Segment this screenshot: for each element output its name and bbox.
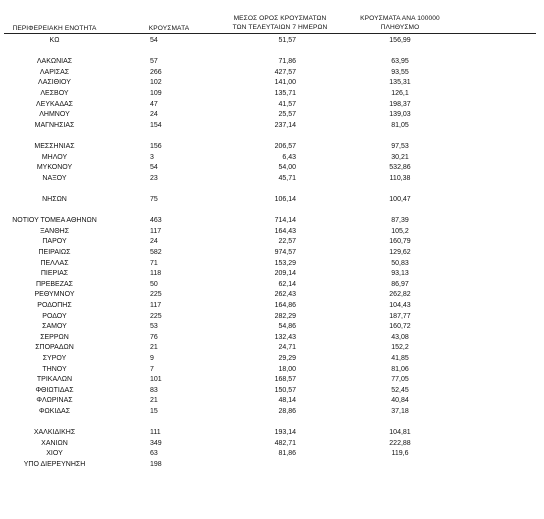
avg-cell: 164,43 bbox=[274, 227, 296, 235]
header-rate-line2: ΠΛΗΘΥΣΜΟ bbox=[380, 24, 420, 31]
cases-cell: 24 bbox=[150, 111, 158, 119]
avg-cell: 206,57 bbox=[274, 143, 296, 150]
cases-cell: 154 bbox=[150, 121, 162, 129]
rate-cell: 152,2 bbox=[391, 344, 409, 352]
table-row bbox=[0, 206, 544, 215]
rate-cell: 198,37 bbox=[389, 100, 411, 108]
table-row bbox=[0, 195, 544, 204]
cases-cell: 53 bbox=[150, 323, 158, 331]
rate-cell: 63,95 bbox=[391, 58, 409, 66]
region-cell: ΛΑΡΙΣΑΣ bbox=[39, 68, 70, 76]
cases-cell: 9 bbox=[150, 355, 154, 362]
table-row bbox=[0, 57, 544, 66]
avg-cell: 54,00 bbox=[278, 164, 296, 172]
cases-cell: 21 bbox=[150, 397, 158, 405]
cases-cell: 15 bbox=[150, 408, 158, 415]
cases-cell: 117 bbox=[150, 227, 162, 235]
region-cell: ΣΑΜΟΥ bbox=[42, 323, 67, 331]
table-row bbox=[0, 460, 544, 469]
region-cell: ΦΛΩΡΙΝΑΣ bbox=[36, 397, 73, 405]
table-row bbox=[0, 248, 544, 257]
rate-cell: 30,21 bbox=[391, 153, 409, 161]
rate-cell: 135,31 bbox=[389, 79, 411, 87]
region-cell: ΝΗΣΩΝ bbox=[42, 196, 67, 203]
rate-cell: 104,81 bbox=[389, 429, 411, 437]
avg-cell: 24,71 bbox=[278, 344, 296, 352]
cases-cell: 3 bbox=[150, 153, 154, 161]
rate-cell: 93,55 bbox=[391, 68, 409, 76]
avg-cell: 29,29 bbox=[278, 355, 296, 362]
rate-cell: 126,1 bbox=[391, 90, 409, 97]
table-row bbox=[0, 36, 544, 45]
table-row bbox=[0, 343, 544, 352]
table-row bbox=[0, 78, 544, 87]
region-cell: ΠΑΡΟΥ bbox=[42, 238, 67, 246]
avg-cell: 25,57 bbox=[278, 111, 296, 119]
region-cell: ΣΠΟΡΑΔΩΝ bbox=[35, 344, 74, 352]
rate-cell: 97,53 bbox=[391, 143, 409, 150]
avg-cell: 51,57 bbox=[278, 37, 296, 44]
region-cell: ΣΕΡΡΩΝ bbox=[40, 333, 69, 341]
header-cases: ΚΡΟΥΣΜΑΤΑ bbox=[148, 25, 190, 32]
avg-cell: 282,29 bbox=[274, 312, 296, 320]
table-row bbox=[0, 142, 544, 151]
avg-cell: 18,00 bbox=[278, 365, 296, 373]
table-row bbox=[0, 290, 544, 299]
avg-cell: 168,57 bbox=[274, 376, 296, 384]
region-cell: ΜΑΓΝΗΣΙΑΣ bbox=[34, 121, 75, 129]
avg-cell: 81,86 bbox=[278, 450, 296, 458]
region-cell: ΧΑΛΚΙΔΙΚΗΣ bbox=[33, 429, 76, 437]
table-row bbox=[0, 386, 544, 395]
cases-cell: 109 bbox=[150, 90, 162, 97]
table-row bbox=[0, 418, 544, 427]
table-row bbox=[0, 174, 544, 183]
region-cell: ΝΑΞΟΥ bbox=[42, 174, 67, 182]
rate-cell: 77,05 bbox=[391, 376, 409, 384]
region-cell: ΛΕΣΒΟΥ bbox=[40, 90, 69, 97]
avg-cell: 974,57 bbox=[274, 249, 296, 256]
cases-cell: 7 bbox=[150, 365, 154, 373]
table-row bbox=[0, 375, 544, 384]
cases-cell: 266 bbox=[150, 68, 162, 76]
avg-cell: 209,14 bbox=[274, 270, 296, 278]
table-row bbox=[0, 333, 544, 342]
avg-cell: 482,71 bbox=[274, 439, 296, 447]
region-cell: ΡΟΔΟΠΗΣ bbox=[37, 302, 72, 309]
region-cell: ΠΕΙΡΑΙΩΣ bbox=[38, 249, 71, 256]
region-cell: ΛΕΥΚΑΔΑΣ bbox=[35, 100, 74, 108]
rate-cell: 104,43 bbox=[389, 302, 411, 309]
region-cell: ΠΕΛΛΑΣ bbox=[40, 259, 69, 267]
region-cell: ΦΩΚΙΔΑΣ bbox=[38, 408, 71, 415]
rate-cell: 160,79 bbox=[389, 238, 411, 246]
rate-cell: 81,06 bbox=[391, 365, 409, 373]
cases-cell: 156 bbox=[150, 143, 162, 150]
rate-cell: 52,45 bbox=[391, 386, 409, 394]
table-row bbox=[0, 121, 544, 130]
avg-cell: 54,86 bbox=[278, 323, 296, 331]
table-row bbox=[0, 365, 544, 374]
rate-cell: 139,03 bbox=[389, 111, 411, 119]
header-avg-line2: ΤΩΝ ΤΕΛΕΥΤΑΙΩΝ 7 ΗΜΕΡΩΝ bbox=[232, 24, 328, 31]
cases-cell: 463 bbox=[150, 217, 162, 225]
region-cell: ΠΙΕΡΙΑΣ bbox=[40, 270, 69, 278]
header-region: ΠΕΡΙΦΕΡΕΙΑΚΗ ΕΝΟΤΗΤΑ bbox=[12, 25, 97, 32]
rate-cell: 37,18 bbox=[391, 408, 409, 415]
avg-cell: 153,29 bbox=[274, 259, 296, 267]
table-row bbox=[0, 68, 544, 77]
header-avg-line1: ΜΕΣΟΣ ΟΡΟΣ ΚΡΟΥΣΜΑΤΩΝ bbox=[233, 15, 327, 22]
table-row bbox=[0, 301, 544, 310]
region-cell: ΤΡΙΚΑΛΩΝ bbox=[36, 376, 73, 384]
cases-cell: 101 bbox=[150, 376, 162, 384]
table-row bbox=[0, 449, 544, 458]
rate-cell: 187,77 bbox=[389, 312, 411, 320]
avg-cell: 132,43 bbox=[274, 333, 296, 341]
region-cell: ΚΩ bbox=[49, 37, 60, 44]
avg-cell: 22,57 bbox=[278, 238, 296, 246]
table-row bbox=[0, 259, 544, 268]
cases-cell: 75 bbox=[150, 196, 158, 203]
table-row bbox=[0, 237, 544, 246]
region-cell: ΞΑΝΘΗΣ bbox=[39, 227, 70, 235]
cases-cell: 21 bbox=[150, 344, 158, 352]
cases-cell: 225 bbox=[150, 291, 162, 299]
table-row bbox=[0, 89, 544, 98]
cases-cell: 54 bbox=[150, 164, 158, 172]
cases-cell: 54 bbox=[150, 37, 158, 44]
cases-cell: 71 bbox=[150, 259, 158, 267]
cases-cell: 83 bbox=[150, 386, 158, 394]
region-cell: ΜΕΣΣΗΝΙΑΣ bbox=[34, 143, 75, 150]
rate-cell: 81,05 bbox=[391, 121, 409, 129]
avg-cell: 141,00 bbox=[274, 79, 296, 87]
region-cell: ΛΑΚΩΝΙΑΣ bbox=[36, 58, 73, 66]
avg-cell: 62,14 bbox=[278, 280, 296, 288]
region-cell: ΛΑΣΙΘΙΟΥ bbox=[38, 79, 71, 87]
avg-cell: 237,14 bbox=[274, 121, 296, 129]
rate-cell: 119,6 bbox=[391, 450, 409, 458]
cases-cell: 63 bbox=[150, 450, 158, 458]
table-row bbox=[0, 110, 544, 119]
avg-cell: 714,14 bbox=[274, 217, 296, 225]
rate-cell: 43,08 bbox=[391, 333, 409, 341]
avg-cell: 135,71 bbox=[274, 90, 296, 97]
rate-cell: 86,97 bbox=[391, 280, 409, 288]
avg-cell: 45,71 bbox=[278, 174, 296, 182]
cases-cell: 102 bbox=[150, 79, 162, 87]
table-row bbox=[0, 428, 544, 437]
cases-cell: 50 bbox=[150, 280, 158, 288]
region-cell: ΤΗΝΟΥ bbox=[42, 365, 67, 373]
avg-cell: 28,86 bbox=[278, 408, 296, 415]
rate-cell: 156,99 bbox=[389, 37, 411, 44]
region-cell: ΠΡΕΒΕΖΑΣ bbox=[35, 280, 73, 288]
table-row bbox=[0, 407, 544, 416]
cases-cell: 24 bbox=[150, 238, 158, 246]
region-cell: ΧΑΝΙΩΝ bbox=[41, 439, 68, 447]
table-row bbox=[0, 216, 544, 225]
rate-cell: 50,83 bbox=[391, 259, 409, 267]
cases-cell: 349 bbox=[150, 439, 162, 447]
header-divider bbox=[4, 33, 536, 34]
cases-cell: 582 bbox=[150, 249, 162, 256]
table-row bbox=[0, 153, 544, 162]
cases-cell: 225 bbox=[150, 312, 162, 320]
region-cell: ΦΘΙΩΤΙΔΑΣ bbox=[35, 386, 74, 394]
avg-cell: 48,14 bbox=[278, 397, 296, 405]
cases-cell: 23 bbox=[150, 174, 158, 182]
region-cell: ΜΗΛΟΥ bbox=[41, 153, 68, 161]
table-row bbox=[0, 131, 544, 140]
avg-cell: 41,57 bbox=[278, 100, 296, 108]
cases-cell: 111 bbox=[150, 429, 161, 437]
table-row bbox=[0, 269, 544, 278]
avg-cell: 427,57 bbox=[274, 68, 296, 76]
cases-cell: 47 bbox=[150, 100, 158, 108]
table-row bbox=[0, 100, 544, 109]
region-cell: ΝΟΤΙΟΥ ΤΟΜΕΑ ΑΘΗΝΩΝ bbox=[12, 217, 97, 225]
region-cell: ΡΟΔΟΥ bbox=[42, 312, 67, 320]
rate-cell: 105,2 bbox=[391, 227, 409, 235]
cases-cell: 117 bbox=[150, 302, 162, 309]
region-cell: ΥΠΟ ΔΙΕΡΕΥΝΗΣΗ bbox=[23, 461, 86, 468]
region-cell: ΛΗΜΝΟΥ bbox=[39, 111, 70, 119]
rate-cell: 532,86 bbox=[389, 164, 411, 172]
table-row bbox=[0, 227, 544, 236]
rate-cell: 93,13 bbox=[391, 270, 409, 278]
rate-cell: 129,62 bbox=[389, 249, 411, 256]
cases-cell: 118 bbox=[150, 270, 162, 278]
table-row bbox=[0, 354, 544, 363]
region-cell: ΧΙΟΥ bbox=[46, 450, 63, 458]
avg-cell: 262,43 bbox=[274, 291, 296, 299]
avg-cell: 71,86 bbox=[278, 58, 296, 66]
avg-cell: 164,86 bbox=[274, 302, 296, 309]
avg-cell: 6,43 bbox=[282, 153, 296, 161]
header-rate-line1: ΚΡΟΥΣΜΑΤΑ ΑΝΑ 100000 bbox=[360, 15, 440, 22]
rate-cell: 100,47 bbox=[389, 196, 411, 203]
avg-cell: 150,57 bbox=[274, 386, 296, 394]
cases-cell: 198 bbox=[150, 461, 162, 468]
table-row bbox=[0, 322, 544, 331]
rate-cell: 41,85 bbox=[391, 355, 409, 362]
avg-cell: 193,14 bbox=[274, 429, 296, 437]
rate-cell: 110,38 bbox=[389, 174, 411, 182]
region-cell: ΡΕΘΥΜΝΟΥ bbox=[34, 291, 75, 299]
cases-cell: 57 bbox=[150, 58, 158, 66]
region-cell: ΣΥΡΟΥ bbox=[42, 355, 67, 362]
table-row bbox=[0, 184, 544, 193]
region-cell: ΜΥΚΟΝΟΥ bbox=[36, 164, 73, 172]
table-row bbox=[0, 312, 544, 321]
avg-cell: 106,14 bbox=[274, 196, 296, 203]
rate-cell: 40,84 bbox=[391, 397, 409, 405]
table-row bbox=[0, 396, 544, 405]
rate-cell: 222,88 bbox=[389, 439, 411, 447]
cases-cell: 76 bbox=[150, 333, 158, 341]
table-row bbox=[0, 439, 544, 448]
table-row bbox=[0, 280, 544, 289]
rate-cell: 262,82 bbox=[389, 291, 411, 299]
table-row bbox=[0, 163, 544, 172]
rate-cell: 87,39 bbox=[391, 217, 409, 225]
table-row bbox=[0, 47, 544, 56]
rate-cell: 160,72 bbox=[389, 323, 411, 331]
